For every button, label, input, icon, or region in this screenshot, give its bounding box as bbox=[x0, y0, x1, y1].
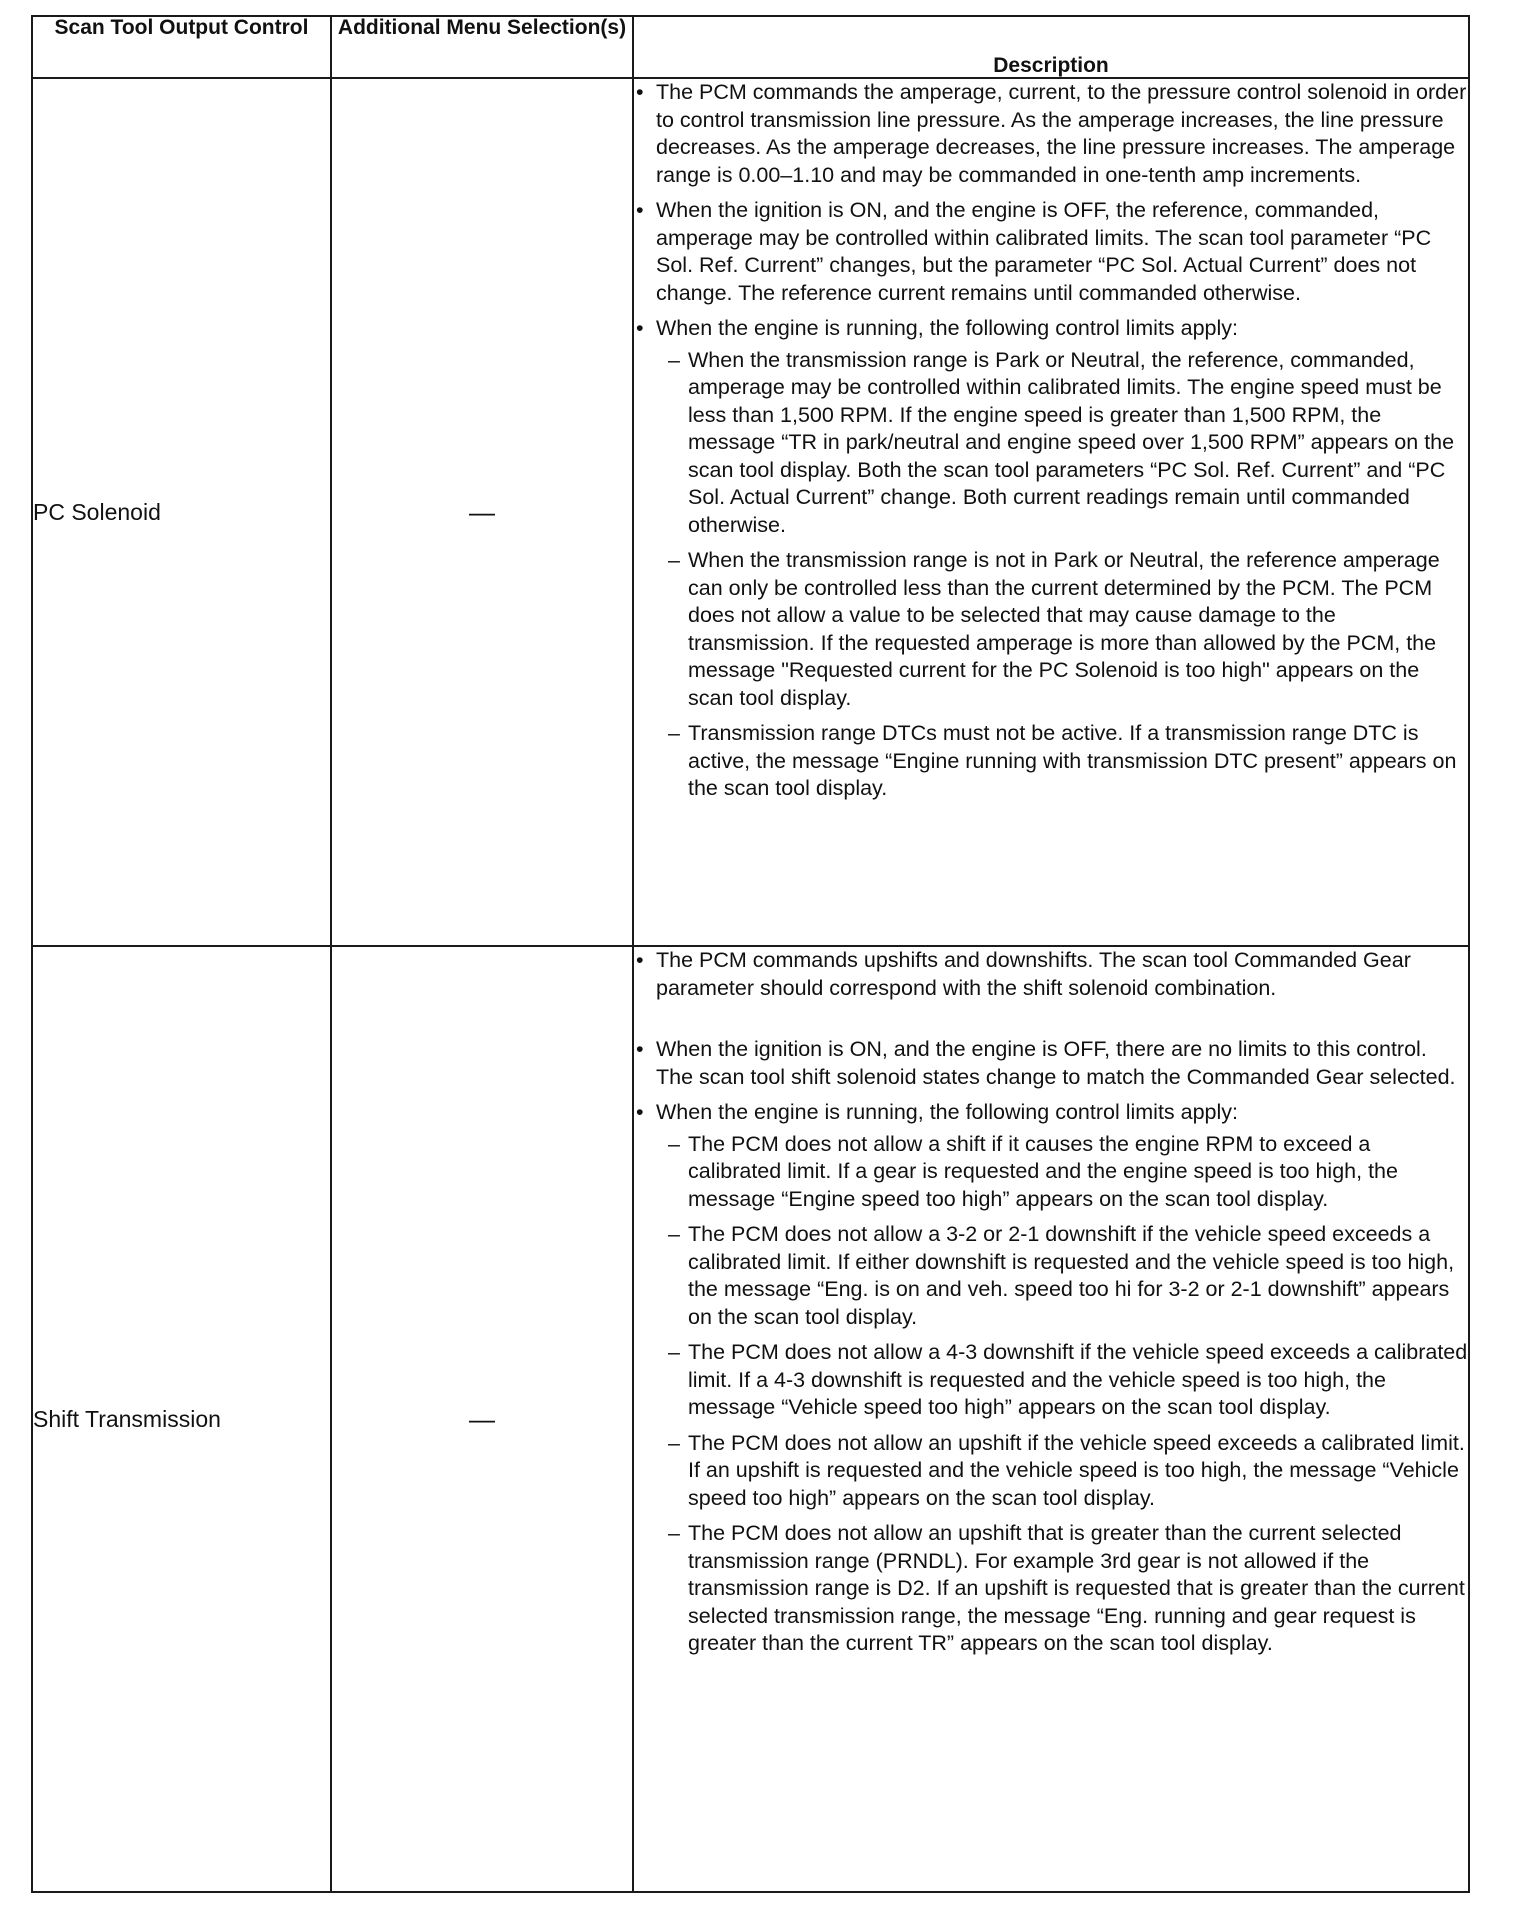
table-row bbox=[32, 946, 1469, 1892]
sub-item: – The PCM does not allow a shift if it causes the engine RPM to exceed a calibrated limit. If a gear is requested and the engine speed is too high, the message “Engine speed too high” appears on the scan tool display. bbox=[666, 1131, 1468, 1214]
output-control-name: Shift Transmission bbox=[32, 946, 331, 1892]
description-cell bbox=[633, 78, 1469, 946]
header-additional-menu-selections: Additional Menu Selection(s) bbox=[331, 16, 633, 78]
menu-selection: — bbox=[331, 946, 633, 1892]
sub-item: – When the transmission range is Park or Neutral, the reference, commanded, amperage may be controlled within calibrated limits. The engine speed must be less than 1,500 RPM. If the engine speed is greater than 1,500 RPM, the message “TR in park/neutral and engine speed over 1,500 RPM” appears on the scan tool display. Both the scan tool parameters “PC Sol. Ref. Current” and “PC Sol. Actual Current” change. Both current readings remain until commanded otherwise. bbox=[666, 347, 1468, 540]
header-scan-tool-output-control: Scan Tool Output Control bbox=[32, 16, 331, 78]
bullet-item bbox=[634, 315, 1468, 803]
menu-selection: — bbox=[331, 78, 633, 946]
output-control-table bbox=[31, 15, 1470, 1893]
sub-item: – The PCM does not allow a 4-3 downshift if the vehicle speed exceeds a calibrated limit. If a 4-3 downshift is requested and the vehicle speed is too high, the message “Vehicle speed too high” appears on the scan tool display. bbox=[666, 1339, 1468, 1422]
sub-item: – The PCM does not allow a 3-2 or 2-1 downshift if the vehicle speed exceeds a calibrated limit. If either downshift is requested and the vehicle speed is too high, the message “Eng. is on and veh. speed too hi for 3-2 or 2-1 downshift” appears on the scan tool display. bbox=[666, 1221, 1468, 1331]
bullet-item: • The PCM commands the amperage, current, to the pressure control solenoid in order to control transmission line pressure. As the amperage increases, the line pressure decreases. As the amperage decreases, the line pressure increases. The amperage range is 0.00–1.10 and may be commanded in one-tenth amp increments. bbox=[634, 79, 1468, 189]
bullet-item: • When the ignition is ON, and the engine is OFF, there are no limits to this control. The scan tool shift solenoid states change to match the Commanded Gear selected. bbox=[634, 1036, 1468, 1091]
output-control-name: PC Solenoid bbox=[32, 78, 331, 946]
sub-item-list bbox=[666, 347, 1468, 803]
sub-item: – When the transmission range is not in Park or Neutral, the reference amperage can only be controlled less than the current determined by the PCM. The PCM does not allow a value to be selected that may cause damage to the transmission. If the requested amperage is more than allowed by the PCM, the message "Requested current for the PC Solenoid is too high" appears on the scan tool display. bbox=[666, 547, 1468, 712]
bullet-list bbox=[634, 79, 1468, 803]
header-description: Description bbox=[633, 16, 1469, 78]
sub-item: – The PCM does not allow an upshift if the vehicle speed exceeds a calibrated limit. If an upshift is requested and the vehicle speed is too high, the message “Vehicle speed too high” appears on the scan tool display. bbox=[666, 1430, 1468, 1513]
description-cell bbox=[633, 946, 1469, 1892]
bullet-item: • The PCM commands upshifts and downshifts. The scan tool Commanded Gear parameter should correspond with the shift solenoid combination. bbox=[634, 947, 1468, 1002]
bullet-list bbox=[634, 947, 1468, 1658]
table-row bbox=[32, 78, 1469, 946]
bullet-item: • When the ignition is ON, and the engine is OFF, the reference, commanded, amperage may be controlled within calibrated limits. The scan tool parameter “PC Sol. Ref. Current” changes, but the parameter “PC Sol. Actual Current” does not change. The reference current remains until commanded otherwise. bbox=[634, 197, 1468, 307]
bullet-text: When the engine is running, the following control limits apply: bbox=[656, 316, 1239, 340]
bullet-item bbox=[634, 1099, 1468, 1658]
bullet-text: When the engine is running, the following control limits apply: bbox=[656, 1100, 1239, 1124]
table-header-row bbox=[32, 16, 1469, 78]
sub-item: – The PCM does not allow an upshift that is greater than the current selected transmission range (PRNDL). For example 3rd gear is not allowed if the transmission range is D2. If an upshift is requested that is greater than the current selected transmission range, the message “Eng. running and gear request is greater than the current TR” appears on the scan tool display. bbox=[666, 1520, 1468, 1658]
sub-item: – Transmission range DTCs must not be active. If a transmission range DTC is active, the message “Engine running with transmission DTC present” appears on the scan tool display. bbox=[666, 720, 1468, 803]
sub-item-list bbox=[666, 1131, 1468, 1658]
